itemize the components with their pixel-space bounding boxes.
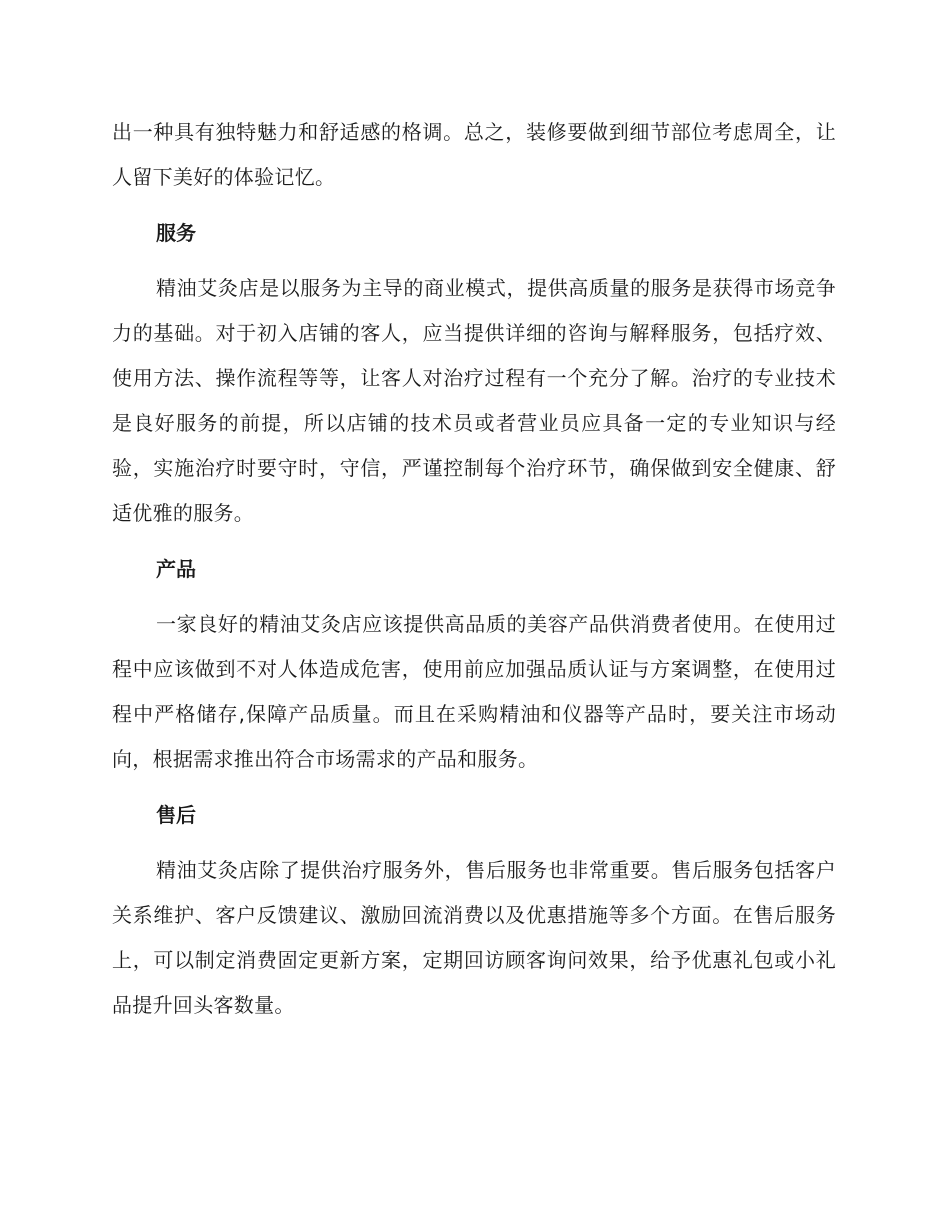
paragraph-aftersale: 精油艾灸店除了提供治疗服务外，售后服务也非常重要。售后服务包括客户关系维护、客户反馈建议、激励回流消费以及优惠措施等多个方面。在售后服务上，可以制定消费固定更新方案，定期回访顾客询问效果，给予优惠礼包或小礼品提升回头客数量。 <box>112 858 836 1017</box>
paragraph-product: 一家良好的精油艾灸店应该提供高品质的美容产品供消费者使用。在使用过程中应该做到不对人体造成危害，使用前应加强品质认证与方案调整，在使用过程中严格储存,保障产品质量。而且在采购精油和仪器等产品时，要关注市场动向，根据需求推出符合市场需求的产品和服务。 <box>112 612 836 771</box>
document-page <box>112 110 836 1028</box>
section-heading-product: 产品 <box>156 557 196 581</box>
paragraph-intro-tail: 出一种具有独特魅力和舒适感的格调。总之，装修要做到细节部位考虑周全，让人留下美好的体验记忆。 <box>112 120 836 189</box>
section-heading-service: 服务 <box>156 221 196 245</box>
paragraph-service: 精油艾灸店是以服务为主导的商业模式，提供高质量的服务是获得市场竞争力的基础。对于初入店铺的客人，应当提供详细的咨询与解释服务，包括疗效、使用方法、操作流程等等，让客人对治疗过程有一个充分了解。治疗的专业技术是良好服务的前提，所以店铺的技术员或者营业员应具备一定的专业知识与经验，实施治疗时要守时，守信，严谨控制每个治疗环节，确保做到安全健康、舒适优雅的服务。 <box>112 276 836 525</box>
section-heading-aftersale: 售后 <box>156 803 196 827</box>
